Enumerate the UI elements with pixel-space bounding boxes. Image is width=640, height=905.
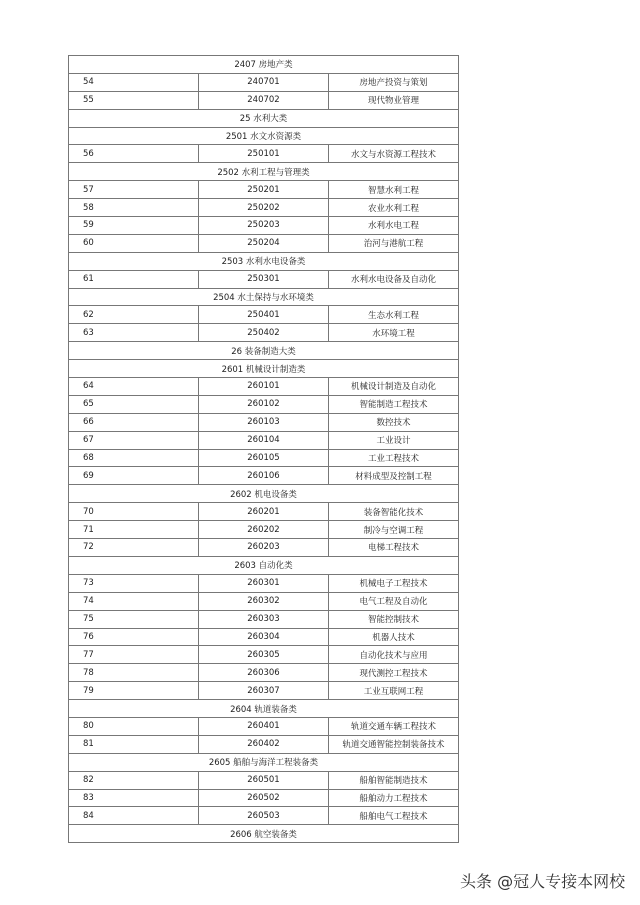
major-code: 250301 <box>199 270 329 288</box>
row-number: 77 <box>69 646 199 664</box>
table-row <box>69 270 459 288</box>
major-name: 电气工程及自动化 <box>329 592 459 610</box>
row-number: 69 <box>69 467 199 485</box>
watermark: 头条 @冠人专接本网校 <box>460 872 626 891</box>
major-code: 260104 <box>199 431 329 449</box>
major-name: 船舶智能制造技术 <box>329 771 459 789</box>
row-number: 58 <box>69 199 199 217</box>
major-name: 轨道交通智能控制装备技术 <box>329 735 459 753</box>
major-name: 轨道交通车辆工程技术 <box>329 717 459 735</box>
table-row <box>69 378 459 396</box>
category-title: 2502 水利工程与管理类 <box>69 163 459 181</box>
row-number: 80 <box>69 717 199 735</box>
category-title: 2407 房地产类 <box>69 56 459 74</box>
category-title: 2604 轨道装备类 <box>69 700 459 718</box>
major-code: 260503 <box>199 807 329 825</box>
table-row <box>69 145 459 163</box>
major-name: 治河与港航工程 <box>329 234 459 252</box>
row-number: 71 <box>69 521 199 539</box>
major-name: 工业工程技术 <box>329 449 459 467</box>
row-number: 76 <box>69 628 199 646</box>
row-number: 84 <box>69 807 199 825</box>
table-row <box>69 503 459 521</box>
row-number: 62 <box>69 306 199 324</box>
major-code: 260306 <box>199 664 329 682</box>
major-name: 现代物业管理 <box>329 91 459 109</box>
major-name: 智慧水利工程 <box>329 181 459 199</box>
major-name: 水利水电工程 <box>329 217 459 235</box>
table-row <box>69 628 459 646</box>
table-row <box>69 413 459 431</box>
major-code: 250201 <box>199 181 329 199</box>
category-header-row <box>69 288 459 306</box>
major-code: 260106 <box>199 467 329 485</box>
major-name: 生态水利工程 <box>329 306 459 324</box>
row-number: 83 <box>69 789 199 807</box>
row-number: 75 <box>69 610 199 628</box>
category-header-row <box>69 342 459 360</box>
major-code: 260402 <box>199 735 329 753</box>
major-name: 水利水电设备及自动化 <box>329 270 459 288</box>
major-code: 260502 <box>199 789 329 807</box>
category-title: 2504 水土保持与水环境类 <box>69 288 459 306</box>
row-number: 67 <box>69 431 199 449</box>
row-number: 79 <box>69 682 199 700</box>
row-number: 82 <box>69 771 199 789</box>
major-code: 250101 <box>199 145 329 163</box>
major-name: 制冷与空调工程 <box>329 521 459 539</box>
major-name: 材料成型及控制工程 <box>329 467 459 485</box>
major-name: 数控技术 <box>329 413 459 431</box>
row-number: 73 <box>69 574 199 592</box>
table-row <box>69 306 459 324</box>
category-header-row <box>69 556 459 574</box>
category-header-row <box>69 56 459 74</box>
category-header-row <box>69 825 459 843</box>
table-row <box>69 717 459 735</box>
major-code: 260401 <box>199 717 329 735</box>
category-header-row <box>69 485 459 503</box>
major-name: 装备智能化技术 <box>329 503 459 521</box>
row-number: 61 <box>69 270 199 288</box>
major-catalog-table <box>68 55 459 843</box>
major-name: 机器人技术 <box>329 628 459 646</box>
major-code: 250204 <box>199 234 329 252</box>
major-code: 260303 <box>199 610 329 628</box>
major-code: 260102 <box>199 395 329 413</box>
table-row <box>69 217 459 235</box>
table-row <box>69 395 459 413</box>
major-name: 农业水利工程 <box>329 199 459 217</box>
major-code: 260304 <box>199 628 329 646</box>
major-code: 260203 <box>199 539 329 557</box>
row-number: 64 <box>69 378 199 396</box>
row-number: 54 <box>69 73 199 91</box>
major-code: 260301 <box>199 574 329 592</box>
table-row <box>69 91 459 109</box>
category-title: 2501 水文水资源类 <box>69 127 459 145</box>
major-code: 260501 <box>199 771 329 789</box>
major-name: 工业互联网工程 <box>329 682 459 700</box>
category-header-row <box>69 252 459 270</box>
table-row <box>69 646 459 664</box>
table-row <box>69 610 459 628</box>
table-row <box>69 539 459 557</box>
table-row <box>69 234 459 252</box>
major-code: 250202 <box>199 199 329 217</box>
row-number: 57 <box>69 181 199 199</box>
major-name: 现代测控工程技术 <box>329 664 459 682</box>
table-row <box>69 431 459 449</box>
major-name: 船舶动力工程技术 <box>329 789 459 807</box>
major-code: 260202 <box>199 521 329 539</box>
major-name: 智能控制技术 <box>329 610 459 628</box>
table-row <box>69 789 459 807</box>
major-code: 260302 <box>199 592 329 610</box>
major-code: 240702 <box>199 91 329 109</box>
major-code: 260103 <box>199 413 329 431</box>
category-title: 2605 船舶与海洋工程装备类 <box>69 753 459 771</box>
major-code: 260307 <box>199 682 329 700</box>
category-header-row <box>69 700 459 718</box>
major-name: 水文与水资源工程技术 <box>329 145 459 163</box>
row-number: 65 <box>69 395 199 413</box>
category-header-row <box>69 127 459 145</box>
row-number: 70 <box>69 503 199 521</box>
major-code: 260201 <box>199 503 329 521</box>
row-number: 72 <box>69 539 199 557</box>
major-name: 工业设计 <box>329 431 459 449</box>
table-row <box>69 807 459 825</box>
table-row <box>69 467 459 485</box>
category-title: 2603 自动化类 <box>69 556 459 574</box>
row-number: 56 <box>69 145 199 163</box>
category-title: 2606 航空装备类 <box>69 825 459 843</box>
category-title: 2503 水利水电设备类 <box>69 252 459 270</box>
major-code: 250203 <box>199 217 329 235</box>
major-name: 机械设计制造及自动化 <box>329 378 459 396</box>
table-row <box>69 735 459 753</box>
table-row <box>69 199 459 217</box>
category-header-row <box>69 360 459 378</box>
row-number: 74 <box>69 592 199 610</box>
category-title: 25 水利大类 <box>69 109 459 127</box>
row-number: 59 <box>69 217 199 235</box>
row-number: 60 <box>69 234 199 252</box>
major-code: 260305 <box>199 646 329 664</box>
major-name: 电梯工程技术 <box>329 539 459 557</box>
table-row <box>69 181 459 199</box>
category-title: 26 装备制造大类 <box>69 342 459 360</box>
row-number: 78 <box>69 664 199 682</box>
table-row <box>69 664 459 682</box>
major-name: 智能制造工程技术 <box>329 395 459 413</box>
category-title: 2602 机电设备类 <box>69 485 459 503</box>
row-number: 55 <box>69 91 199 109</box>
table-row <box>69 592 459 610</box>
category-header-row <box>69 163 459 181</box>
major-code: 250402 <box>199 324 329 342</box>
category-header-row <box>69 109 459 127</box>
major-code: 250401 <box>199 306 329 324</box>
table-row <box>69 682 459 700</box>
category-title: 2601 机械设计制造类 <box>69 360 459 378</box>
category-header-row <box>69 753 459 771</box>
table-row <box>69 449 459 467</box>
row-number: 66 <box>69 413 199 431</box>
major-name: 水环境工程 <box>329 324 459 342</box>
major-code: 240701 <box>199 73 329 91</box>
table-row <box>69 324 459 342</box>
table-row <box>69 73 459 91</box>
major-code: 260101 <box>199 378 329 396</box>
table-row <box>69 521 459 539</box>
row-number: 81 <box>69 735 199 753</box>
table-row <box>69 771 459 789</box>
row-number: 68 <box>69 449 199 467</box>
row-number: 63 <box>69 324 199 342</box>
major-name: 自动化技术与应用 <box>329 646 459 664</box>
major-code: 260105 <box>199 449 329 467</box>
major-name: 船舶电气工程技术 <box>329 807 459 825</box>
major-name: 房地产投资与策划 <box>329 73 459 91</box>
major-name: 机械电子工程技术 <box>329 574 459 592</box>
table-row <box>69 574 459 592</box>
